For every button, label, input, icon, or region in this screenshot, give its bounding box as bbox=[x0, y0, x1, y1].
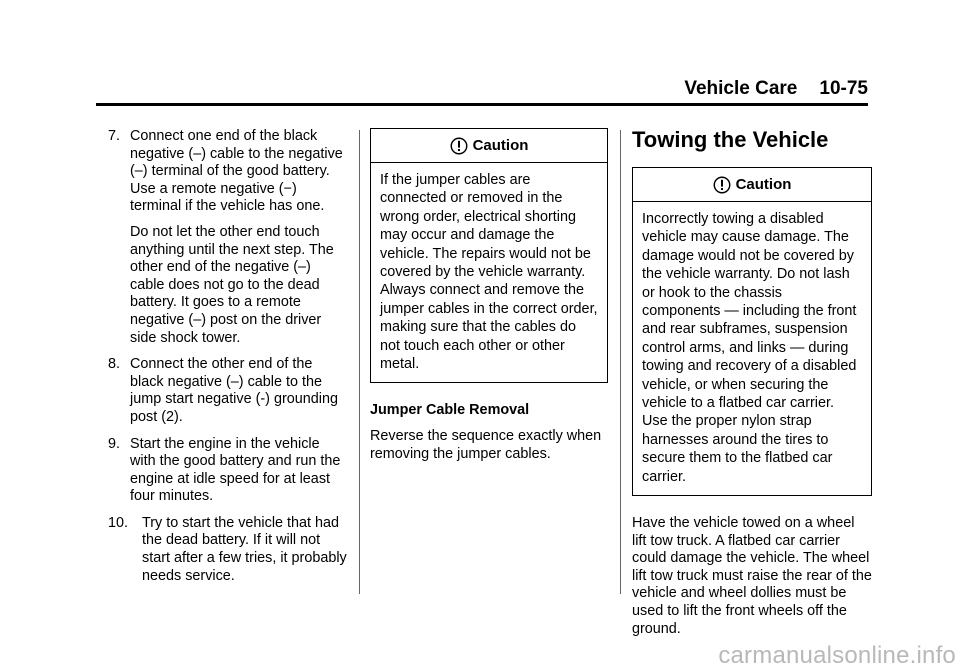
step-text: Try to start the vehicle that had the dead battery. If it will not start after a few tries, it probably needs service. bbox=[142, 514, 347, 584]
heading-towing: Towing the Vehicle bbox=[632, 127, 829, 152]
step-number: 8. bbox=[108, 356, 124, 373]
page-header bbox=[96, 78, 868, 102]
paragraph-removal: Reverse the sequence exactly when removing the jumper cables. bbox=[370, 428, 602, 462]
step-note: Do not let the other end touch anything until the next step. The other end of the negative (–) cable does not go to the dead battery. It goes to a remote negative (–) post on the driver side shock tower. bbox=[130, 223, 334, 346]
step-9 bbox=[108, 436, 348, 506]
caution-title: Caution bbox=[735, 176, 792, 194]
step-number: 10. bbox=[108, 514, 133, 531]
page-number: 10-75 bbox=[819, 78, 868, 99]
paragraph-towing: Have the vehicle towed on a wheel lift tow truck. A flatbed car carrier could damage the vehicle. The wheel lift tow truck must raise the rear of the vehicle and wheel dollies must be used to lift the front wheels off the ground. bbox=[632, 515, 872, 637]
step-number: 7. bbox=[108, 128, 124, 144]
caution-box-jumper bbox=[370, 128, 608, 383]
section-title: Vehicle Care bbox=[684, 78, 798, 99]
column-divider-2 bbox=[620, 130, 621, 594]
caution-icon bbox=[450, 137, 468, 155]
watermark: carmanualsonline.info bbox=[718, 642, 956, 669]
header-title bbox=[684, 78, 868, 100]
step-text: Start the engine in the vehicle with the good battery and run the engine at idle speed for at least four minutes. bbox=[130, 435, 341, 505]
column-3 bbox=[632, 128, 872, 638]
column-2 bbox=[370, 128, 608, 463]
caution-header bbox=[371, 129, 607, 163]
caution-box-towing bbox=[632, 167, 872, 496]
caution-icon bbox=[713, 176, 731, 194]
caution-header bbox=[633, 168, 871, 202]
step-text: Connect the other end of the black negative (–) cable to the jump start negative (-) grounding post (2). bbox=[130, 356, 338, 425]
caution-text: Incorrectly towing a disabled vehicle may cause damage. The damage would not be covered by the vehicle warranty. Do not lash or hook to the chassis components — including the front and rear subframes, suspension control arms, and links — during towing and recovery of a disabled vehicle, or when securing the vehicle to a flatbed car carrier. Use the proper nylon strap harnesses around the tires to secure them to the flatbed car carrier. bbox=[642, 211, 857, 485]
step-10 bbox=[108, 515, 348, 585]
column-divider-1 bbox=[359, 130, 360, 594]
caution-text: If the jumper cables are connected or removed in the wrong order, electrical shorting may occur and damage the vehicle. The repairs would not be covered by the vehicle warranty. Always connect and remove the jumper cables in the correct order, making sure that the cables do not touch each other or other metal. bbox=[380, 172, 598, 373]
caution-title: Caution bbox=[472, 137, 529, 155]
step-body bbox=[130, 128, 348, 347]
step-text: Connect one end of the black negative (–) cable to the negative (–) terminal of the good battery. Use a remote negative (−) terminal if the vehicle has one. bbox=[130, 128, 343, 215]
column-1 bbox=[108, 128, 348, 594]
header-rule bbox=[96, 103, 868, 106]
step-7 bbox=[108, 128, 348, 347]
subheading-jumper-cable-removal: Jumper Cable Removal bbox=[370, 402, 530, 419]
step-number: 9. bbox=[108, 435, 124, 452]
step-8 bbox=[108, 356, 348, 426]
